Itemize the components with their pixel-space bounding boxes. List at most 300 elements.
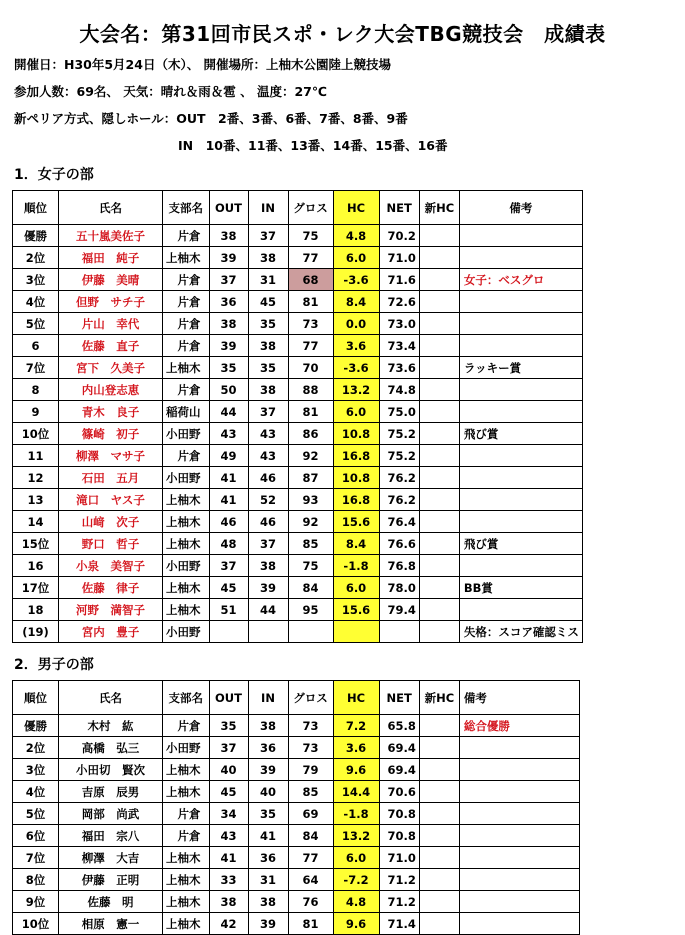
table-row — [13, 489, 583, 511]
hc-cell: 9.6 — [333, 913, 379, 935]
name-cell: 五十嵐美佐子 — [59, 225, 163, 247]
in-cell: 52 — [248, 489, 288, 511]
rank-cell: 9 — [13, 401, 59, 423]
gross-cell: 79 — [288, 759, 333, 781]
note-cell — [459, 847, 579, 869]
net-cell: 75.2 — [379, 445, 419, 467]
event-scoring-method: 新ペリア方式、隠しホール：OUT 2番、3番、6番、7番、8番、9番 — [14, 111, 408, 126]
in-cell: 37 — [248, 401, 288, 423]
new-hc-cell — [419, 291, 459, 313]
branch-cell: 片倉 — [163, 291, 210, 313]
in-cell: 38 — [248, 715, 288, 737]
header-branch: 支部名 — [163, 681, 210, 715]
note-cell — [459, 869, 579, 891]
note-cell — [459, 555, 582, 577]
out-cell: 46 — [209, 511, 248, 533]
branch-cell: 稲荷山 — [163, 401, 210, 423]
new-hc-cell — [419, 467, 459, 489]
name-cell: 福田 宗八 — [59, 825, 163, 847]
branch-cell: 片倉 — [163, 445, 210, 467]
table-row — [13, 825, 580, 847]
header-hc: HC — [333, 191, 379, 225]
net-cell: 71.2 — [379, 891, 419, 913]
in-cell: 35 — [248, 313, 288, 335]
new-hc-cell — [419, 759, 459, 781]
header-net: NET — [379, 191, 419, 225]
net-cell: 70.6 — [379, 781, 419, 803]
hc-cell: 9.6 — [333, 759, 379, 781]
in-cell: 35 — [248, 357, 288, 379]
hc-cell: 3.6 — [333, 335, 379, 357]
hc-cell: 6.0 — [333, 401, 379, 423]
branch-cell: 片倉 — [163, 313, 210, 335]
in-cell: 46 — [248, 467, 288, 489]
out-cell: 36 — [209, 291, 248, 313]
rank-cell: 17位 — [13, 577, 59, 599]
out-cell: 48 — [209, 533, 248, 555]
out-cell: 45 — [209, 577, 248, 599]
gross-cell: 77 — [288, 247, 333, 269]
header-rank: 順位 — [13, 681, 59, 715]
net-cell: 76.2 — [379, 489, 419, 511]
out-cell: 51 — [209, 599, 248, 621]
gross-cell: 73 — [288, 313, 333, 335]
out-cell: 37 — [209, 737, 248, 759]
gross-cell: 64 — [288, 869, 333, 891]
gross-cell: 84 — [288, 577, 333, 599]
header-note: 備考 — [459, 191, 582, 225]
out-cell: 33 — [209, 869, 248, 891]
hc-cell: 6.0 — [333, 247, 379, 269]
in-cell: 38 — [248, 379, 288, 401]
net-cell: 76.2 — [379, 467, 419, 489]
gross-cell: 87 — [288, 467, 333, 489]
net-cell: 78.0 — [379, 577, 419, 599]
gross-cell: 81 — [288, 291, 333, 313]
gross-cell: 76 — [288, 891, 333, 913]
hc-cell: 13.2 — [333, 379, 379, 401]
net-cell: 71.0 — [379, 247, 419, 269]
gross-cell: 75 — [288, 555, 333, 577]
rank-cell: 11 — [13, 445, 59, 467]
table-row — [13, 847, 580, 869]
note-cell — [459, 913, 579, 935]
out-cell: 41 — [209, 847, 248, 869]
name-cell: 伊藤 美晴 — [59, 269, 163, 291]
new-hc-cell — [419, 599, 459, 621]
note-cell: 飛び賞 — [459, 533, 582, 555]
in-cell: 36 — [248, 737, 288, 759]
table-row — [13, 803, 580, 825]
table-row — [13, 269, 583, 291]
name-cell: 柳澤 大吉 — [59, 847, 163, 869]
table-row — [13, 247, 583, 269]
rank-cell: 3位 — [13, 759, 59, 781]
note-cell — [459, 803, 579, 825]
rank-cell: 5位 — [13, 803, 59, 825]
gross-cell: 75 — [288, 225, 333, 247]
table-row — [13, 357, 583, 379]
header-gross: グロス — [288, 681, 333, 715]
new-hc-cell — [419, 737, 459, 759]
table-row — [13, 467, 583, 489]
name-cell: 木村 紘 — [59, 715, 163, 737]
gross-cell: 73 — [288, 715, 333, 737]
hc-cell: 10.8 — [333, 467, 379, 489]
net-cell: 71.0 — [379, 847, 419, 869]
rank-cell: 優勝 — [13, 715, 59, 737]
hc-cell: 4.8 — [333, 891, 379, 913]
net-cell: 69.4 — [379, 737, 419, 759]
men-section-heading: 2．男子の部 — [14, 657, 94, 673]
hc-cell: 15.6 — [333, 599, 379, 621]
in-cell: 46 — [248, 511, 288, 533]
hc-cell: -7.2 — [333, 869, 379, 891]
note-cell — [459, 401, 582, 423]
name-cell: 佐藤 律子 — [59, 577, 163, 599]
table-row — [13, 379, 583, 401]
branch-cell: 上柚木 — [163, 357, 210, 379]
in-cell: 40 — [248, 781, 288, 803]
rank-cell: 2位 — [13, 247, 59, 269]
note-cell — [459, 467, 582, 489]
branch-cell: 上柚木 — [163, 869, 210, 891]
new-hc-cell — [419, 489, 459, 511]
in-cell: 31 — [248, 869, 288, 891]
hc-cell: -3.6 — [333, 269, 379, 291]
rank-cell: 6 — [13, 335, 59, 357]
branch-cell: 片倉 — [163, 825, 210, 847]
out-cell: 35 — [209, 357, 248, 379]
rank-cell: 5位 — [13, 313, 59, 335]
rank-cell: 2位 — [13, 737, 59, 759]
hc-cell: 14.4 — [333, 781, 379, 803]
name-cell: 宮内 豊子 — [59, 621, 163, 643]
in-cell: 45 — [248, 291, 288, 313]
in-cell: 36 — [248, 847, 288, 869]
name-cell: 小田切 賢次 — [59, 759, 163, 781]
new-hc-cell — [419, 445, 459, 467]
net-cell: 65.8 — [379, 715, 419, 737]
branch-cell: 上柚木 — [163, 511, 210, 533]
note-cell — [459, 781, 579, 803]
branch-cell: 片倉 — [163, 379, 210, 401]
new-hc-cell — [419, 313, 459, 335]
note-cell — [459, 891, 579, 913]
name-cell: 石田 五月 — [59, 467, 163, 489]
in-cell: 39 — [248, 759, 288, 781]
name-cell: 但野 サチ子 — [59, 291, 163, 313]
table-row — [13, 869, 580, 891]
hc-cell: 3.6 — [333, 737, 379, 759]
gross-cell: 85 — [288, 781, 333, 803]
out-cell: 37 — [209, 269, 248, 291]
in-cell: 35 — [248, 803, 288, 825]
table-row — [13, 555, 583, 577]
gross-cell: 85 — [288, 533, 333, 555]
women-header-row — [13, 191, 583, 225]
table-row — [13, 759, 580, 781]
table-row — [13, 511, 583, 533]
new-hc-cell — [419, 533, 459, 555]
out-cell: 50 — [209, 379, 248, 401]
new-hc-cell — [419, 847, 459, 869]
out-cell: 34 — [209, 803, 248, 825]
branch-cell: 上柚木 — [163, 781, 210, 803]
header-rank: 順位 — [13, 191, 59, 225]
rank-cell: 14 — [13, 511, 59, 533]
branch-cell: 上柚木 — [163, 247, 210, 269]
new-hc-cell — [419, 577, 459, 599]
hc-cell: -1.8 — [333, 555, 379, 577]
note-cell — [459, 379, 582, 401]
gross-cell: 70 — [288, 357, 333, 379]
hc-cell — [333, 621, 379, 643]
in-cell: 39 — [248, 577, 288, 599]
branch-cell: 片倉 — [163, 715, 210, 737]
header-net: NET — [379, 681, 419, 715]
name-cell: 佐藤 明 — [59, 891, 163, 913]
header-new-hc: 新HC — [419, 191, 459, 225]
rank-cell: 6位 — [13, 825, 59, 847]
out-cell: 41 — [209, 467, 248, 489]
hc-cell: 16.8 — [333, 489, 379, 511]
rank-cell: 10位 — [13, 423, 59, 445]
net-cell: 75.0 — [379, 401, 419, 423]
header-out: OUT — [209, 681, 248, 715]
net-cell: 76.8 — [379, 555, 419, 577]
net-cell: 74.8 — [379, 379, 419, 401]
name-cell: 柳澤 マサ子 — [59, 445, 163, 467]
gross-cell: 77 — [288, 847, 333, 869]
rank-cell: 7位 — [13, 847, 59, 869]
branch-cell: 小田野 — [163, 423, 210, 445]
name-cell: 内山登志恵 — [59, 379, 163, 401]
table-row — [13, 781, 580, 803]
net-cell: 71.6 — [379, 269, 419, 291]
new-hc-cell — [419, 913, 459, 935]
net-cell: 73.0 — [379, 313, 419, 335]
branch-cell: 片倉 — [163, 269, 210, 291]
table-row — [13, 313, 583, 335]
rank-cell: 8 — [13, 379, 59, 401]
gross-cell: 95 — [288, 599, 333, 621]
table-row — [13, 423, 583, 445]
in-cell: 38 — [248, 555, 288, 577]
name-cell: 相原 憲一 — [59, 913, 163, 935]
new-hc-cell — [419, 555, 459, 577]
table-row — [13, 445, 583, 467]
page-title: 大会名：第31回市民スポ・レク大会TBG競技会 成績表 — [79, 22, 606, 46]
out-cell: 38 — [209, 225, 248, 247]
out-cell: 43 — [209, 825, 248, 847]
in-cell: 38 — [248, 335, 288, 357]
net-cell: 76.4 — [379, 511, 419, 533]
gross-cell: 77 — [288, 335, 333, 357]
out-cell: 35 — [209, 715, 248, 737]
in-cell: 38 — [248, 891, 288, 913]
branch-cell: 上柚木 — [163, 577, 210, 599]
note-cell: 失格：スコア確認ミス — [459, 621, 582, 643]
branch-cell: 上柚木 — [163, 599, 210, 621]
out-cell: 38 — [209, 313, 248, 335]
net-cell: 70.2 — [379, 225, 419, 247]
branch-cell: 小田野 — [163, 467, 210, 489]
branch-cell: 上柚木 — [163, 489, 210, 511]
out-cell: 38 — [209, 891, 248, 913]
name-cell: 滝口 ヤス子 — [59, 489, 163, 511]
gross-cell: 68 — [288, 269, 333, 291]
out-cell: 42 — [209, 913, 248, 935]
out-cell: 49 — [209, 445, 248, 467]
note-cell — [459, 511, 582, 533]
name-cell: 野口 哲子 — [59, 533, 163, 555]
note-cell — [459, 225, 582, 247]
note-cell: 飛び賞 — [459, 423, 582, 445]
table-row — [13, 599, 583, 621]
table-row — [13, 715, 580, 737]
hc-cell: 8.4 — [333, 291, 379, 313]
net-cell: 71.4 — [379, 913, 419, 935]
gross-cell — [288, 621, 333, 643]
table-row — [13, 533, 583, 555]
rank-cell: 3位 — [13, 269, 59, 291]
net-cell: 79.4 — [379, 599, 419, 621]
rank-cell: 10位 — [13, 913, 59, 935]
gross-cell: 81 — [288, 401, 333, 423]
table-row — [13, 913, 580, 935]
out-cell: 40 — [209, 759, 248, 781]
note-cell — [459, 247, 582, 269]
gross-cell: 88 — [288, 379, 333, 401]
hc-cell: -3.6 — [333, 357, 379, 379]
in-cell: 37 — [248, 533, 288, 555]
net-cell — [379, 621, 419, 643]
header-gross: グロス — [288, 191, 333, 225]
in-cell: 44 — [248, 599, 288, 621]
header-in: IN — [248, 681, 288, 715]
note-cell — [459, 445, 582, 467]
note-cell — [459, 599, 582, 621]
name-cell: 福田 純子 — [59, 247, 163, 269]
rank-cell: 8位 — [13, 869, 59, 891]
net-cell: 76.6 — [379, 533, 419, 555]
name-cell: 河野 満智子 — [59, 599, 163, 621]
new-hc-cell — [419, 335, 459, 357]
name-cell: 吉原 辰男 — [59, 781, 163, 803]
new-hc-cell — [419, 423, 459, 445]
name-cell: 宮下 久美子 — [59, 357, 163, 379]
out-cell: 39 — [209, 335, 248, 357]
hc-cell: 8.4 — [333, 533, 379, 555]
name-cell: 青木 良子 — [59, 401, 163, 423]
header-branch: 支部名 — [163, 191, 210, 225]
net-cell: 75.2 — [379, 423, 419, 445]
in-cell: 41 — [248, 825, 288, 847]
note-cell: 総合優勝 — [459, 715, 579, 737]
note-cell — [459, 825, 579, 847]
note-cell — [459, 335, 582, 357]
net-cell: 73.6 — [379, 357, 419, 379]
in-cell: 37 — [248, 225, 288, 247]
name-cell: 岡部 尚武 — [59, 803, 163, 825]
new-hc-cell — [419, 715, 459, 737]
header-new-hc: 新HC — [419, 681, 459, 715]
hc-cell: 6.0 — [333, 847, 379, 869]
in-cell: 38 — [248, 247, 288, 269]
name-cell: 山﨑 次子 — [59, 511, 163, 533]
table-row — [13, 737, 580, 759]
net-cell: 70.8 — [379, 825, 419, 847]
note-cell — [459, 489, 582, 511]
header-hc: HC — [333, 681, 379, 715]
women-section-heading: 1．女子の部 — [14, 167, 94, 183]
in-cell — [248, 621, 288, 643]
header-out: OUT — [209, 191, 248, 225]
hc-cell: 7.2 — [333, 715, 379, 737]
new-hc-cell — [419, 269, 459, 291]
out-cell: 44 — [209, 401, 248, 423]
header-name: 氏名 — [59, 191, 163, 225]
table-row — [13, 225, 583, 247]
women-results-table — [12, 190, 583, 643]
hc-cell: 4.8 — [333, 225, 379, 247]
new-hc-cell — [419, 825, 459, 847]
gross-cell: 73 — [288, 737, 333, 759]
event-hidden-holes-in: IN 10番、11番、13番、14番、15番、16番 — [178, 138, 448, 153]
hc-cell: 15.6 — [333, 511, 379, 533]
event-date-venue: 開催日：H30年5月24日（木）、 開催場所：上柚木公園陸上競技場 — [14, 57, 392, 72]
hc-cell: -1.8 — [333, 803, 379, 825]
out-cell: 45 — [209, 781, 248, 803]
name-cell: 篠崎 初子 — [59, 423, 163, 445]
rank-cell: 15位 — [13, 533, 59, 555]
net-cell: 72.6 — [379, 291, 419, 313]
new-hc-cell — [419, 511, 459, 533]
gross-cell: 93 — [288, 489, 333, 511]
note-cell — [459, 291, 582, 313]
table-row — [13, 621, 583, 643]
branch-cell: 片倉 — [163, 335, 210, 357]
note-cell — [459, 759, 579, 781]
note-cell — [459, 313, 582, 335]
name-cell: 片山 幸代 — [59, 313, 163, 335]
table-row — [13, 291, 583, 313]
net-cell: 73.4 — [379, 335, 419, 357]
hc-cell: 10.8 — [333, 423, 379, 445]
new-hc-cell — [419, 869, 459, 891]
name-cell: 高橋 弘三 — [59, 737, 163, 759]
gross-cell: 69 — [288, 803, 333, 825]
rank-cell: 16 — [13, 555, 59, 577]
new-hc-cell — [419, 781, 459, 803]
note-cell — [459, 737, 579, 759]
table-row — [13, 891, 580, 913]
gross-cell: 86 — [288, 423, 333, 445]
in-cell: 39 — [248, 913, 288, 935]
branch-cell: 片倉 — [163, 225, 210, 247]
rank-cell: 4位 — [13, 291, 59, 313]
net-cell: 71.2 — [379, 869, 419, 891]
gross-cell: 84 — [288, 825, 333, 847]
out-cell: 41 — [209, 489, 248, 511]
rank-cell: 18 — [13, 599, 59, 621]
out-cell — [209, 621, 248, 643]
out-cell: 43 — [209, 423, 248, 445]
hc-cell: 6.0 — [333, 577, 379, 599]
men-header-row — [13, 681, 580, 715]
in-cell: 43 — [248, 423, 288, 445]
